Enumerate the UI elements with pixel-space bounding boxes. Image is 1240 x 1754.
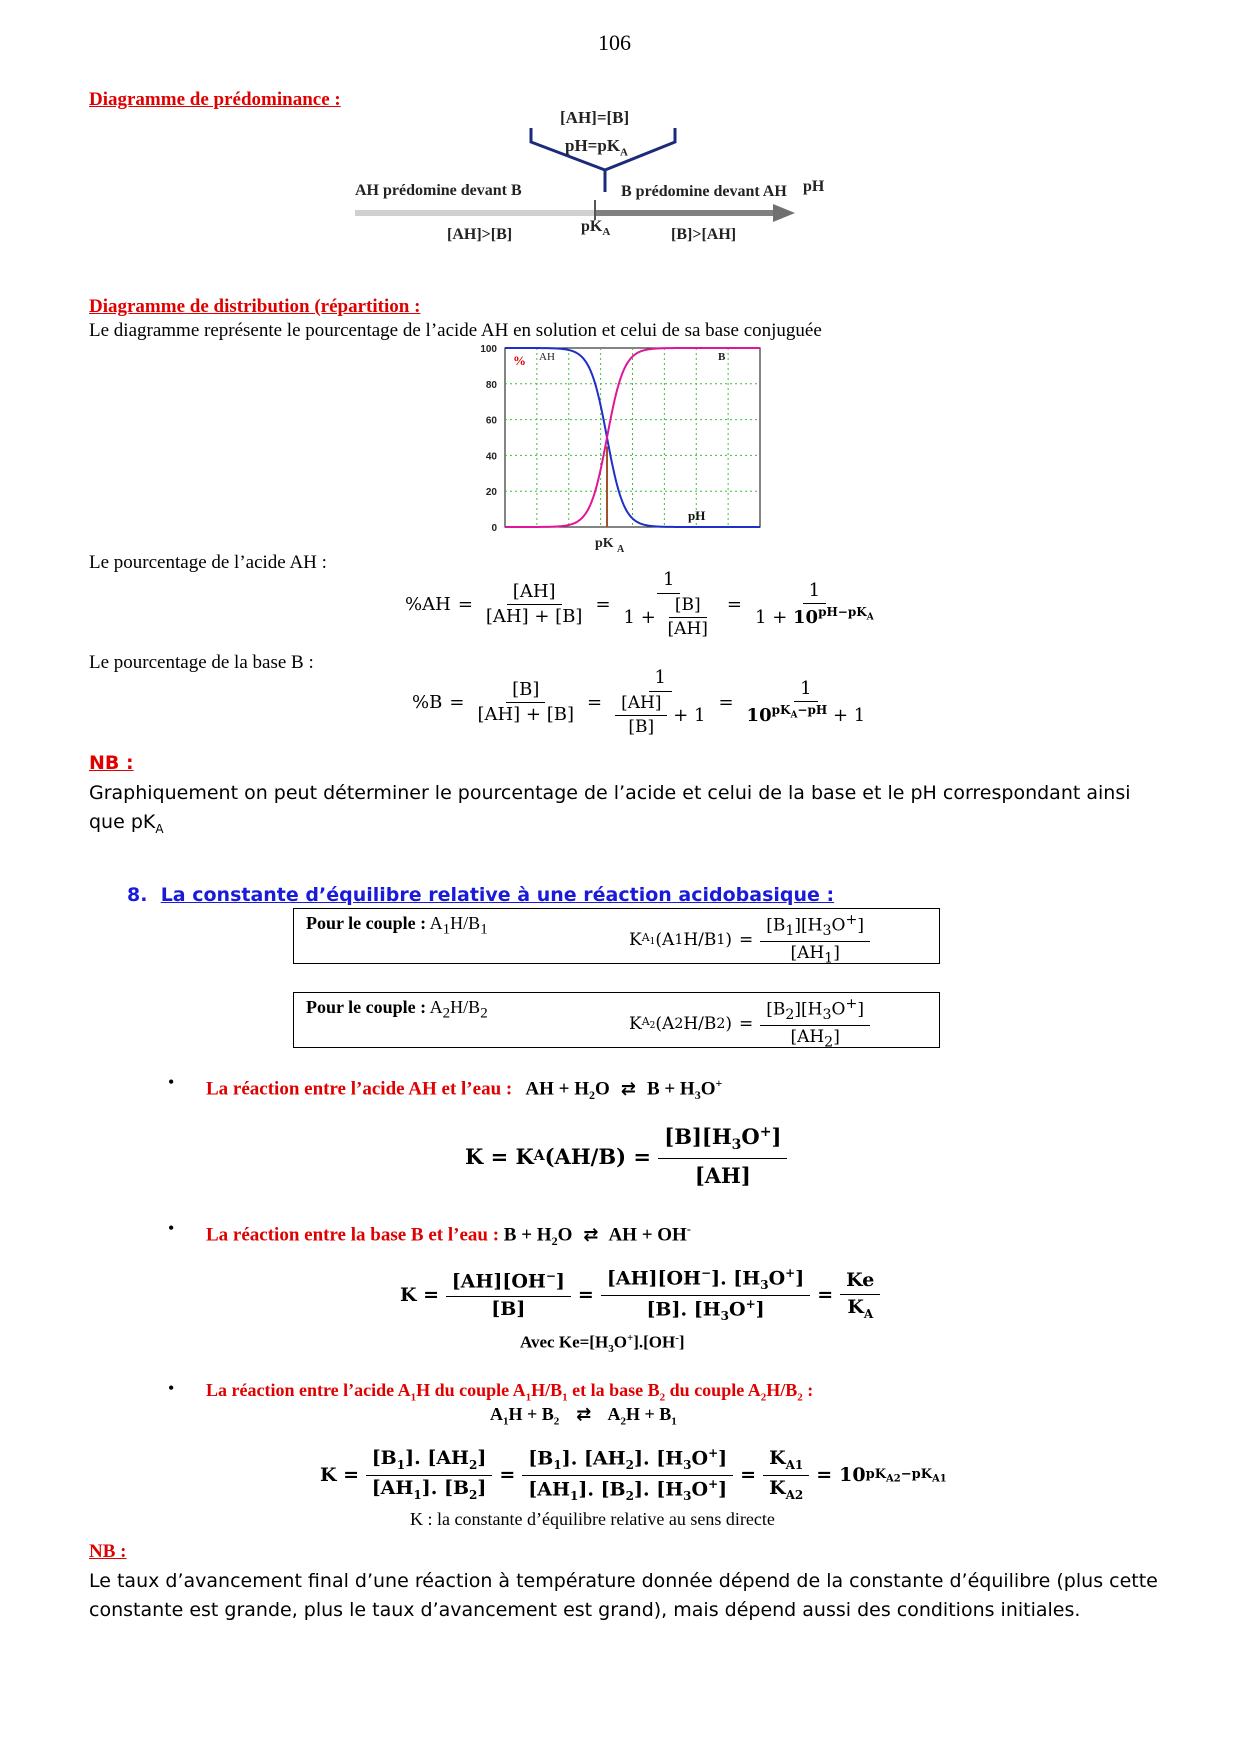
- bullet-1: •: [168, 1072, 175, 1092]
- equilibrium-arrow-icon: ⇄: [563, 1404, 604, 1425]
- predominance-right-rel: [B]>[AH]: [671, 226, 737, 243]
- chart-y-tick-label: 60: [485, 415, 497, 427]
- equilibrium-arrow-icon: ⇄: [577, 1224, 605, 1246]
- distribution-heading: Diagramme de distribution (répartition :: [89, 296, 421, 317]
- distribution-chart-svg: [460, 340, 780, 555]
- chart-y-tick-label: 40: [485, 451, 497, 463]
- nb2-text: Le taux d’avancement final d’une réaction à température donnée dépend de la constante d’équilibre (plus cette constante est grande, plus le taux d’avancement est grand), mais dépend aussi des conditions initiales.: [89, 1570, 1158, 1621]
- chart-y-tick-label: 0: [491, 523, 497, 534]
- reaction1-formula: K = K A (AH/B) = $\frac{[B][H_3O^+]}{[AH]}$: [465, 1124, 787, 1188]
- reaction3-formula: K = $\frac{[B_1]. [AH_2]}{[AH_1]. [B_2]}$ = $\frac{[B_1]. [AH_2]. [H_3O^+]}{[AH_1]. [B_2]. [H_3O^+]}$ = $\frac{K_{A1}}{K_{A2}}$ = 10 $pK_{A2}-pK_{A1}$: [320, 1446, 947, 1504]
- couple1-formula: K $A_1$ (A 1 H/B 1 ) = $\frac{[B_1][H_3O^+]}{[AH_1]}$: [629, 912, 870, 967]
- chart-pka-subscript: A: [617, 544, 625, 555]
- predominance-top-eq: [AH]=[B]: [560, 108, 630, 127]
- chart-series-b-label: B: [718, 351, 726, 363]
- predominance-right-text: B prédomine devant AH: [621, 183, 787, 200]
- equilibrium-arrow-icon: ⇄: [614, 1078, 643, 1100]
- pct-b-formula: %B = $\frac{[B]}{[AH] + [B]}$ = 1 $\frac{[AH]}{[B]}$ + 1 = $\frac{1}{10^{pK_A-pH} + 1}$: [412, 667, 866, 738]
- pct-ah-formula: %AH = $\frac{[AH]}{[AH] + [B]}$ = 1 1 + $\frac{[B]}{[AH]}$ = $\frac{1}{1 + 10^{pH-pK_A}}$: [405, 569, 874, 640]
- reaction2-title: La réaction entre la base B et l’eau : $B + H_2O$ ⇄ AH + OH-: [206, 1222, 691, 1249]
- reaction2-note: Avec $Ke=[H_3O^+].[OH^-]$: [520, 1332, 685, 1356]
- chart-x-axis-label: pH: [688, 508, 706, 523]
- predominance-left-text: AH prédomine devant B: [355, 182, 522, 199]
- predominance-axis-label: pH: [803, 178, 825, 195]
- nb1-text: Graphiquement on peut déterminer le pourcentage de l’acide et celui de la base et le pH correspondant ainsi que $pK_A$: [89, 782, 1131, 836]
- chart-series-ah-label: AH: [539, 351, 555, 363]
- nb1-title: NB :: [89, 752, 134, 774]
- nb2-title: NB :: [89, 1541, 127, 1562]
- reaction2-formula: K = $\frac{[AH][OH^-]}{[B]}$ = $\frac{[AH][OH^-]. [H_3O^+]}{[B]. [H_3O^+]}$ = $\frac{Ke}{K_A}$: [400, 1267, 880, 1324]
- reaction1-title: La réaction entre l’acide AH et l’eau : AH + $H_2O$ ⇄ $B + H_3O^+$: [206, 1076, 723, 1103]
- distribution-chart: [460, 340, 780, 555]
- chart-y-tick-label: 80: [485, 379, 497, 391]
- bullet-2: •: [168, 1218, 175, 1238]
- couple2-label: Pour le couple : $A_2H/B_2$: [306, 997, 488, 1022]
- distribution-intro: Le diagramme représente le pourcentage de l’acide AH en solution et celui de sa base conjuguée: [89, 320, 822, 341]
- reaction3-note: K : la constante d’équilibre relative au sens directe: [410, 1509, 775, 1529]
- pct-b-label: Le pourcentage de la base B :: [89, 652, 314, 673]
- couple1-label: Pour le couple : $A_1H/B_1$: [306, 913, 488, 938]
- page-number: 106: [598, 30, 631, 55]
- reaction3-title: La réaction entre l’acide $A_1H$ du couple $A_1H/B_1$ et la base $B_2$ du couple $A_2H/B_2$ :: [206, 1380, 814, 1404]
- predominance-heading: Diagramme de prédominance :: [89, 89, 341, 110]
- predominance-diagram: [355, 100, 875, 260]
- couple2-formula: K $A_2$ (A 2 H/B 2 ) = $\frac{[B_2][H_3O^+]}{[AH_2]}$: [629, 996, 870, 1051]
- predominance-left-rel: [AH]>[B]: [447, 226, 513, 243]
- chart-y-unit-label: %: [513, 353, 526, 368]
- couple1-box: [293, 908, 940, 967]
- bullet-3: •: [168, 1378, 175, 1398]
- couple2-box: [293, 992, 940, 1051]
- predominance-top-ph: $pH=pK_A$: [565, 136, 628, 159]
- chart-y-tick-label: 100: [480, 344, 497, 355]
- chart-y-tick-label: 20: [485, 487, 497, 499]
- reaction3-equation: $A_1H + B_2$ ⇄ $A_2H + B_1$: [490, 1404, 677, 1428]
- pct-ah-label: Le pourcentage de l’acide AH :: [89, 552, 327, 573]
- chart-pka-label: pK: [595, 536, 614, 551]
- section8-heading: 8. La constante d’équilibre relative à une réaction acidobasique :: [127, 884, 835, 906]
- predominance-pk: $pK_A$: [581, 218, 611, 239]
